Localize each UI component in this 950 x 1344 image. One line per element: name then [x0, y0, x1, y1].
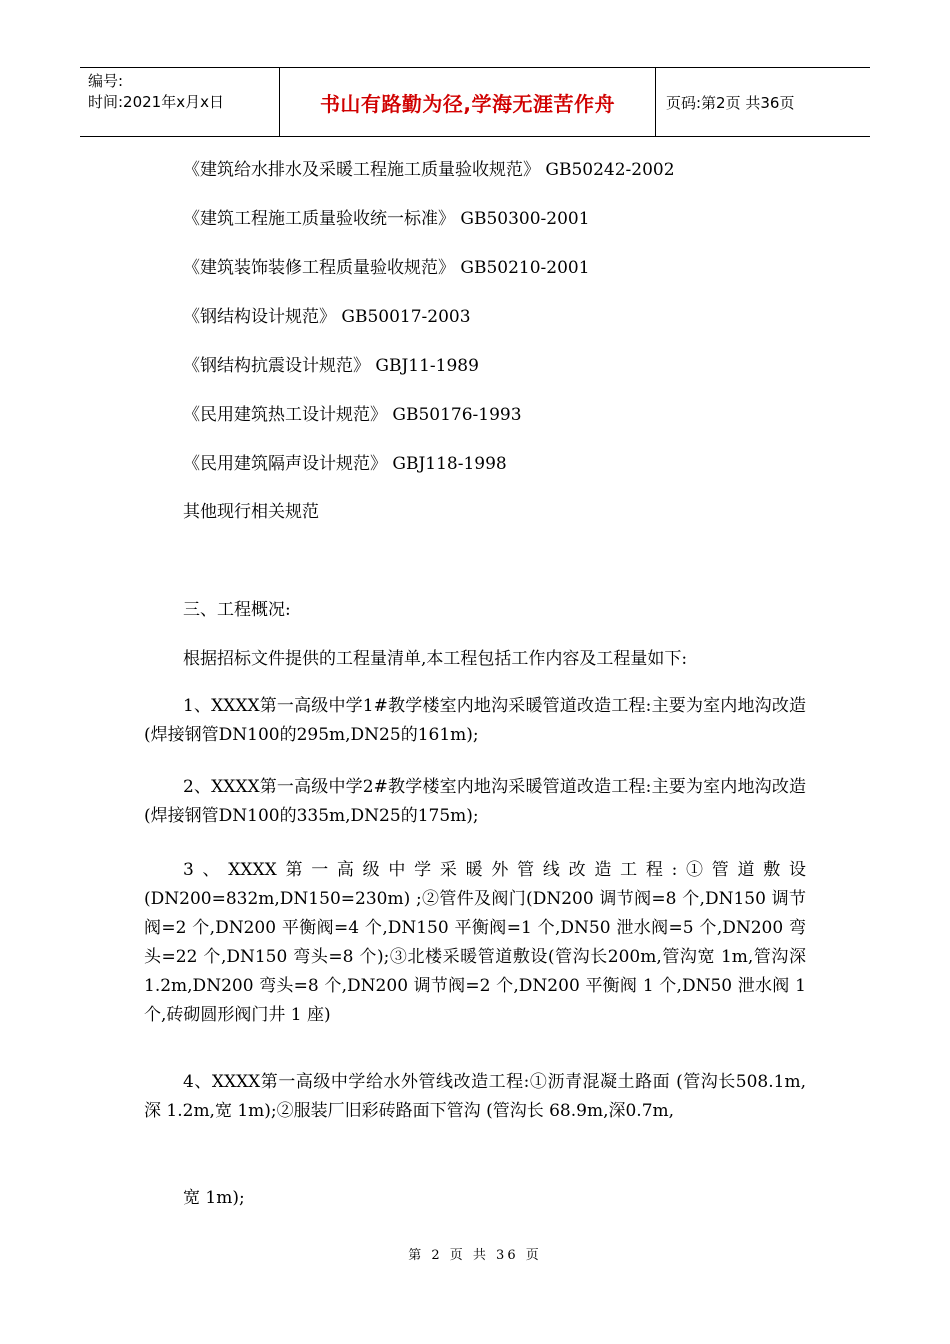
project-item-2: 2、XXXX第一高级中学2#教学楼室内地沟采暖管道改造工程:主要为室内地沟改造(焊接钢管DN100的335m,DN25的175m); [144, 777, 806, 826]
project-item-4: 4、XXXX第一高级中学给水外管线改造工程:①沥青混凝土路面 (管沟长508.1m,深 1.2m,宽 1m);②服装厂旧彩砖路面下管沟 (管沟长 68.9m,深0.7m, [144, 1072, 806, 1121]
page-header [80, 67, 870, 137]
document-date: 时间:2021年x月x日 [88, 93, 224, 111]
intro-paragraph: 根据招标文件提供的工程量清单,本工程包括工作内容及工程量如下: [183, 649, 688, 669]
standard-item: 《建筑工程施工质量验收统一标准》 GB50300-2001 [183, 209, 590, 229]
section-title: 三、工程概况: [183, 600, 291, 620]
standard-item: 《建筑给水排水及采暖工程施工质量验收规范》 GB50242-2002 [183, 160, 675, 180]
standard-item: 《民用建筑热工设计规范》 GB50176-1993 [183, 405, 522, 425]
project-item-3: 3、XXXX第一高级中学采暖外管线改造工程:①管道敷设(DN200=832m,DN150=230m) ;②管件及阀门(DN200 调节阀=8 个,DN150 调节阀=2 个,DN200 平衡阀=4 个,DN150 平衡阀=1 个,DN50 泄水阀=5 个,DN200 弯头=22 个,DN150 弯头=8 个);③北楼采暖管道敷设(管沟长200m,管沟宽 1m,管沟深 1.2m,DN200 弯头=8 个,DN200 调节阀=2 个,DN200 平衡阀 1 个,DN50 泄水阀 1 个,砖砌圆形阀门井 1 座) [144, 860, 806, 1025]
header-meta [80, 68, 280, 136]
header-motto: 书山有路勤为径,学海无涯苦作舟 [280, 68, 656, 136]
standard-item: 《钢结构设计规范》 GB50017-2003 [183, 307, 471, 327]
standard-item: 《钢结构抗震设计规范》 GBJ11-1989 [183, 356, 479, 376]
page-footer: 第 2 页 共 36 页 [408, 1248, 542, 1263]
standard-item-other: 其他现行相关规范 [183, 502, 319, 522]
standard-item: 《建筑装饰装修工程质量验收规范》 GB50210-2001 [183, 258, 590, 278]
document-code-label: 编号: [88, 72, 124, 90]
standard-item: 《民用建筑隔声设计规范》 GBJ118-1998 [183, 454, 507, 474]
project-item-1: 1、XXXX第一高级中学1#教学楼室内地沟采暖管道改造工程:主要为室内地沟改造(焊接钢管DN100的295m,DN25的161m); [144, 696, 806, 745]
header-page-number: 页码:第2页 共36页 [666, 93, 795, 112]
project-item-4-tail: 宽 1m); [183, 1188, 245, 1208]
